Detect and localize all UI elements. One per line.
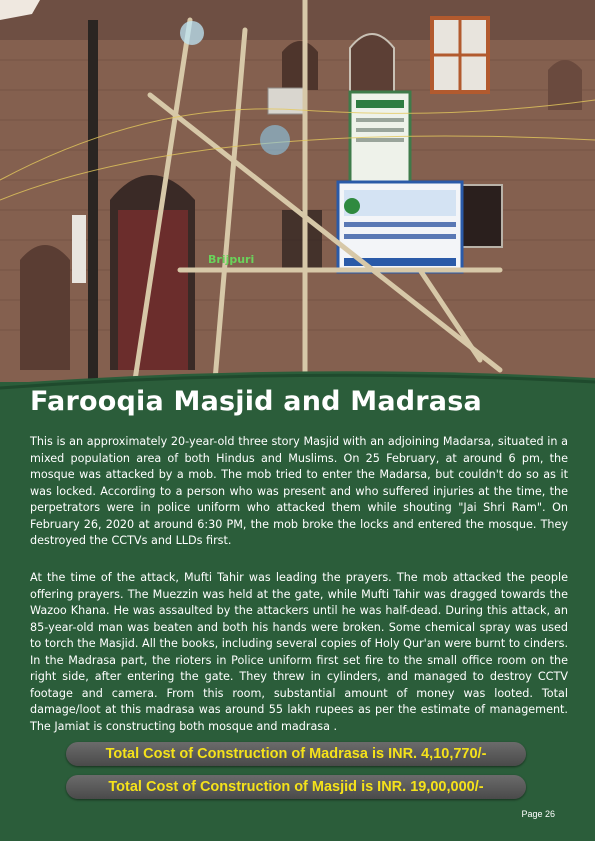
madrasa-cost-banner: Total Cost of Construction of Madrasa is INR. 4,10,770/-	[66, 742, 526, 766]
masjid-photo	[0, 0, 595, 382]
photo-caption-brijpuri: Brijpuri	[208, 253, 255, 266]
paragraph-attack-overview: This is an approximately 20-year-old three story Masjid with an adjoining Madarsa, situated in a mixed population area of both Hindus and Muslims. On 25 February, at around 6 pm, the mosque was attacked by a mob. The mob tried to enter the Madarsa, but couldn't do so as it was locked. According to a person who was present and who suffered injuries at the time, the perpetrators were in police uniform who attacked them while shouting "Jai Shri Ram". On February 26, 2020 at around 6:30 PM, the mob broke the locks and entered the mosque. They destroyed the CCTVs and LLDs first.	[30, 435, 568, 547]
page-title: Farooqia Masjid and Madrasa	[30, 386, 482, 417]
masjid-cost-banner: Total Cost of Construction of Masjid is INR. 19,00,000/-	[66, 775, 526, 799]
page-number: Page 26	[521, 809, 555, 819]
photo-illustration	[0, 0, 595, 382]
paragraph-attack-details: At the time of the attack, Mufti Tahir was leading the prayers. The mob attacked the people offering prayers. The Muezzin was held at the gate, while Mufti Tahir was dragged towards the Wazoo Khana. He was assaulted by the attackers until he was half-dead. During this attack, an 85-year-old man was beaten and both his hands were broken. Some chemical spray was used to torch the Masjid. All the books, including several copies of Holy Qur'an were burnt to cinders. In the Madrasa part, the rioters in Police uniform first set fire to the small office room on the right side, after entering the gate. They threw in cylinders, and managed to destroy CCTV footage and camera. From this room, substantial amount of money was looted. Total damage/loot at this madrasa was around 55 lakh rupees as per the estimate of management. The Jamiat is constructing both mosque and madrasa .	[30, 571, 568, 733]
